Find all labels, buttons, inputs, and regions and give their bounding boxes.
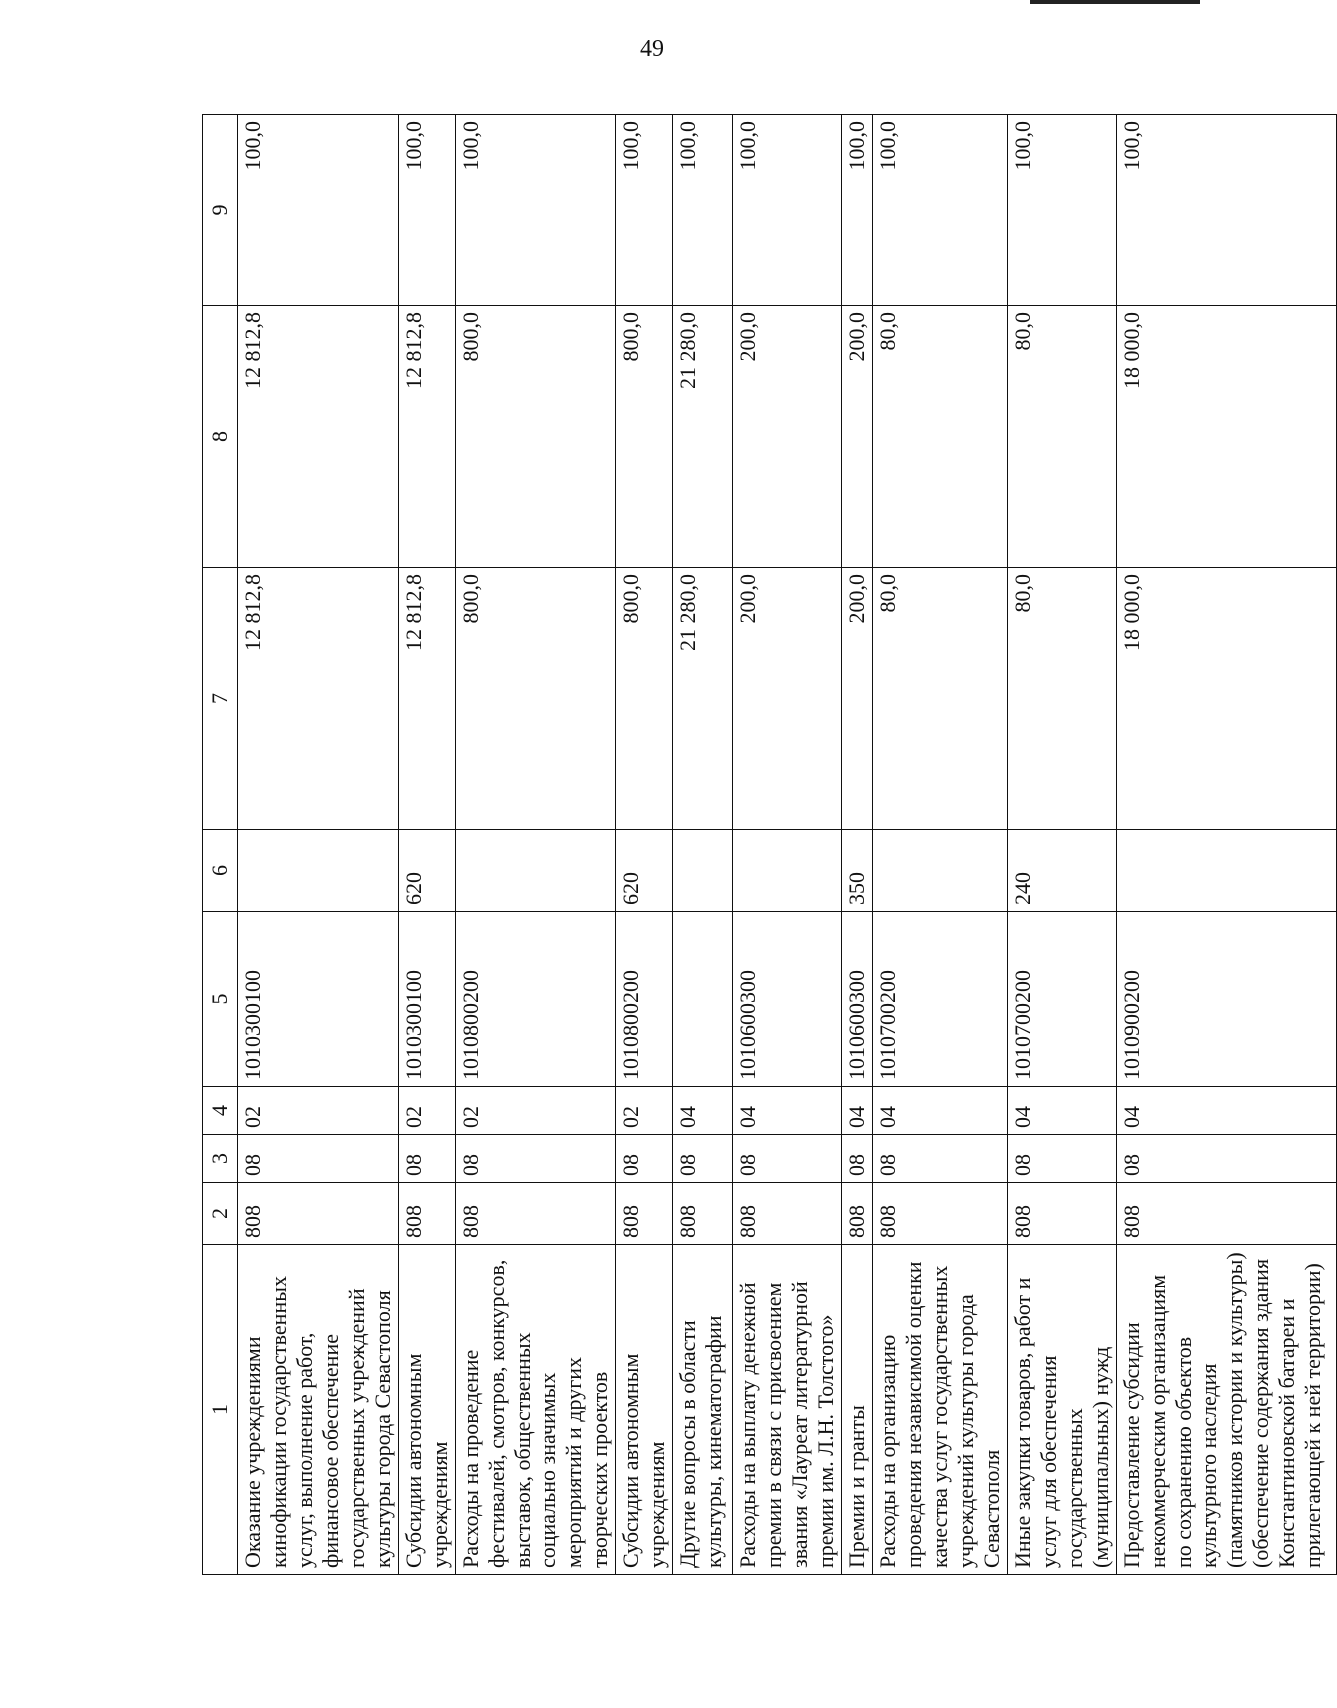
table-row xyxy=(616,115,673,1575)
table-row xyxy=(842,115,873,1575)
row-name: Оказание учреждениями кинофикации государственных услуг, выполнение работ, финансовое обеспечение государственных учреждений культуры города Севастополя xyxy=(238,1245,399,1575)
cell-col6 xyxy=(238,830,399,912)
cell-col5: 1010800200 xyxy=(616,912,673,1087)
cell-col9: 100,0 xyxy=(455,115,616,306)
cell-col3: 08 xyxy=(673,1135,733,1183)
cell-col2: 808 xyxy=(455,1183,616,1245)
cell-col6 xyxy=(873,830,1008,912)
cell-col2: 808 xyxy=(873,1183,1008,1245)
cell-col7: 21 280,0 xyxy=(673,568,733,830)
cell-col3: 08 xyxy=(616,1135,673,1183)
cell-col4: 04 xyxy=(842,1087,873,1135)
row-name: Расходы на организацию проведения независимой оценки качества услуг государственных учреждений культуры города Севастополя xyxy=(873,1245,1008,1575)
cell-col4: 02 xyxy=(455,1087,616,1135)
cell-col6 xyxy=(1116,830,1336,912)
cell-col3: 08 xyxy=(1116,1135,1336,1183)
table-row xyxy=(455,115,616,1575)
cell-col2: 808 xyxy=(1116,1183,1336,1245)
row-name: Субсидии автономным учреждениям xyxy=(616,1245,673,1575)
cell-col5: 1010600300 xyxy=(842,912,873,1087)
cell-col2: 808 xyxy=(673,1183,733,1245)
cell-col8: 18 000,0 xyxy=(1116,306,1336,568)
cell-col2: 808 xyxy=(398,1183,455,1245)
table-row xyxy=(1116,115,1336,1575)
cell-col5: 1010800200 xyxy=(455,912,616,1087)
row-name: Субсидии автономным учреждениям xyxy=(398,1245,455,1575)
cell-col4: 02 xyxy=(238,1087,399,1135)
cell-col8: 200,0 xyxy=(842,306,873,568)
cell-col7: 80,0 xyxy=(1007,568,1116,830)
cell-col5: 1010300100 xyxy=(238,912,399,1087)
cell-col3: 08 xyxy=(842,1135,873,1183)
col-header: 3 xyxy=(203,1135,238,1183)
cell-col6: 350 xyxy=(842,830,873,912)
cell-col7: 200,0 xyxy=(733,568,842,830)
cell-col3: 08 xyxy=(733,1135,842,1183)
row-name: Премии и гранты xyxy=(842,1245,873,1575)
rotated-table-wrapper xyxy=(202,115,1326,1575)
cell-col7: 12 812,8 xyxy=(398,568,455,830)
table-row xyxy=(873,115,1008,1575)
cell-col4: 02 xyxy=(616,1087,673,1135)
cell-col6 xyxy=(673,830,733,912)
cell-col8: 200,0 xyxy=(733,306,842,568)
cell-col8: 21 280,0 xyxy=(673,306,733,568)
cell-col2: 808 xyxy=(616,1183,673,1245)
cell-col5: 1010300100 xyxy=(398,912,455,1087)
cell-col7: 80,0 xyxy=(873,568,1008,830)
row-name: Расходы на проведение фестивалей, смотров, конкурсов, выставок, общественных социально значимых мероприятий и других творческих проектов xyxy=(455,1245,616,1575)
cell-col2: 808 xyxy=(842,1183,873,1245)
cell-col6 xyxy=(455,830,616,912)
row-name: Другие вопросы в области культуры, кинематографии xyxy=(673,1245,733,1575)
cell-col7: 800,0 xyxy=(616,568,673,830)
cell-col5 xyxy=(673,912,733,1087)
cell-col5: 1010900200 xyxy=(1116,912,1336,1087)
cell-col9: 100,0 xyxy=(616,115,673,306)
cell-col2: 808 xyxy=(1007,1183,1116,1245)
col-header: 9 xyxy=(203,115,238,306)
cell-col9: 100,0 xyxy=(1116,115,1336,306)
cell-col3: 08 xyxy=(873,1135,1008,1183)
cell-col3: 08 xyxy=(238,1135,399,1183)
col-header: 1 xyxy=(203,1245,238,1575)
cell-col4: 04 xyxy=(1007,1087,1116,1135)
table-row xyxy=(398,115,455,1575)
cell-col7: 800,0 xyxy=(455,568,616,830)
table-row xyxy=(238,115,399,1575)
cell-col8: 800,0 xyxy=(616,306,673,568)
cell-col3: 08 xyxy=(455,1135,616,1183)
cell-col5: 1010700200 xyxy=(1007,912,1116,1087)
cell-col4: 04 xyxy=(1116,1087,1336,1135)
cell-col8: 12 812,8 xyxy=(398,306,455,568)
table-row xyxy=(673,115,733,1575)
cell-col3: 08 xyxy=(398,1135,455,1183)
cell-col2: 808 xyxy=(238,1183,399,1245)
col-header: 8 xyxy=(203,306,238,568)
cell-col6: 620 xyxy=(398,830,455,912)
cell-col5: 1010600300 xyxy=(733,912,842,1087)
cell-col7: 12 812,8 xyxy=(238,568,399,830)
cell-col8: 800,0 xyxy=(455,306,616,568)
table-row xyxy=(733,115,842,1575)
cell-col9: 100,0 xyxy=(1007,115,1116,306)
cell-col6: 620 xyxy=(616,830,673,912)
cell-col6: 240 xyxy=(1007,830,1116,912)
cell-col2: 808 xyxy=(733,1183,842,1245)
header-row xyxy=(203,115,238,1575)
cell-col9: 100,0 xyxy=(842,115,873,306)
row-name: Предоставление субсидии некоммерческим организациям по сохранению объектов культурного наследия (памятников истории и культуры) (обеспечение содержания здания Константиновской батареи и прилегающей к ней территории) xyxy=(1116,1245,1336,1575)
col-header: 2 xyxy=(203,1183,238,1245)
cell-col4: 04 xyxy=(873,1087,1008,1135)
col-header: 6 xyxy=(203,830,238,912)
cell-col4: 02 xyxy=(398,1087,455,1135)
cell-col9: 100,0 xyxy=(673,115,733,306)
cell-col8: 80,0 xyxy=(873,306,1008,568)
budget-table xyxy=(202,114,1337,1575)
cell-col7: 200,0 xyxy=(842,568,873,830)
col-header: 4 xyxy=(203,1087,238,1135)
cell-col4: 04 xyxy=(673,1087,733,1135)
cell-col7: 18 000,0 xyxy=(1116,568,1336,830)
row-name: Расходы на выплату денежной премии в связи с присвоением звания «Лауреат литературной премии им. Л.Н. Толстого» xyxy=(733,1245,842,1575)
table-row xyxy=(1007,115,1116,1575)
scan-edge-line xyxy=(1030,0,1200,4)
cell-col8: 80,0 xyxy=(1007,306,1116,568)
cell-col8: 12 812,8 xyxy=(238,306,399,568)
cell-col4: 04 xyxy=(733,1087,842,1135)
col-header: 5 xyxy=(203,912,238,1087)
cell-col9: 100,0 xyxy=(873,115,1008,306)
col-header: 7 xyxy=(203,568,238,830)
cell-col9: 100,0 xyxy=(733,115,842,306)
cell-col3: 08 xyxy=(1007,1135,1116,1183)
cell-col9: 100,0 xyxy=(238,115,399,306)
page-number: 49 xyxy=(640,36,664,62)
cell-col9: 100,0 xyxy=(398,115,455,306)
row-name: Иные закупки товаров, работ и услуг для обеспечения государственных (муниципальных) нужд xyxy=(1007,1245,1116,1575)
cell-col6 xyxy=(733,830,842,912)
cell-col5: 1010700200 xyxy=(873,912,1008,1087)
